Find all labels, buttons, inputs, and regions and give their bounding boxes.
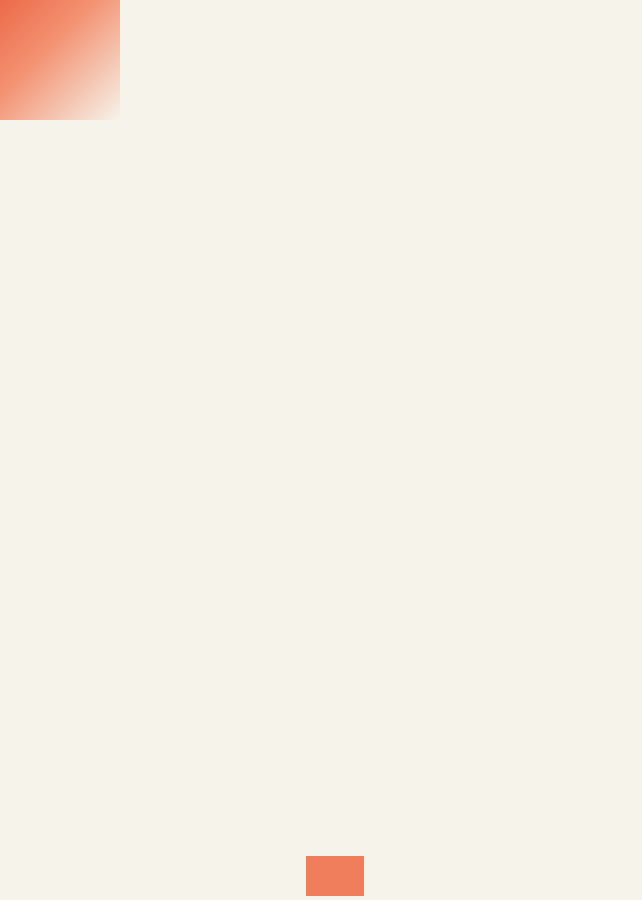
corner-decoration bbox=[0, 0, 120, 120]
page-number bbox=[306, 856, 364, 896]
top-dot-border bbox=[60, 26, 622, 36]
left-dot-border bbox=[28, 60, 38, 830]
